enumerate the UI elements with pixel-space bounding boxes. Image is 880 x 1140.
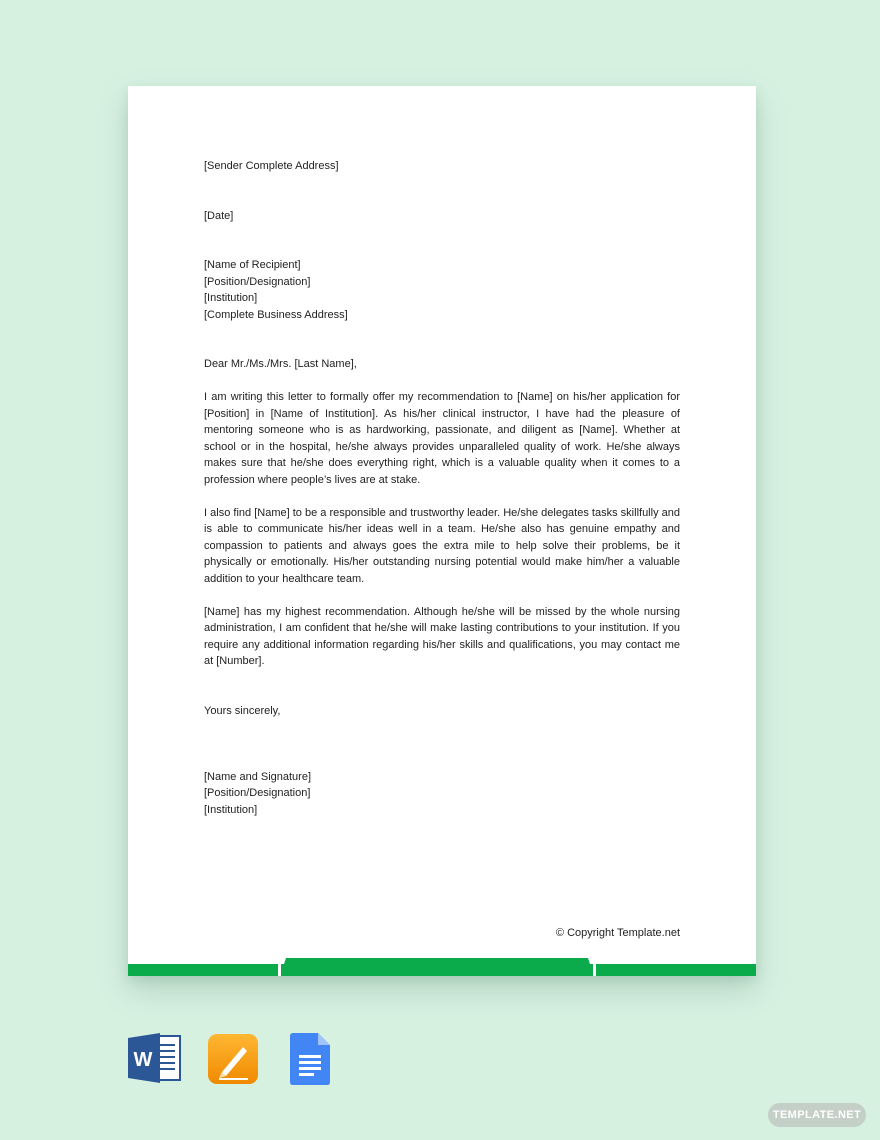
word-icon-letter: W (133, 1049, 153, 1071)
recipient-address: [Complete Business Address] (204, 308, 348, 321)
signature-position: [Position/Designation] (204, 787, 311, 799)
google-docs-icon[interactable] (290, 1033, 330, 1090)
footer-tab (280, 958, 594, 976)
pages-icon[interactable] (208, 1034, 258, 1089)
recipient-name: [Name of Recipient] (204, 259, 301, 271)
recipient-block (204, 257, 680, 323)
signature-name: [Name and Signature] (204, 770, 312, 783)
word-icon[interactable] (128, 1032, 182, 1089)
footer-divider-right (593, 964, 596, 976)
letter-page (128, 86, 756, 976)
recipient-position: [Position/Designation] (204, 275, 311, 288)
template-net-badge[interactable]: TEMPLATE.NET (768, 1103, 866, 1127)
letter-body (204, 158, 680, 818)
signature-institution: [Institution] (204, 803, 258, 816)
body-paragraph: [Name] has my highest recommendation. Although he/she will be missed by the whole nursing administration, I am confident that he/she will make lasting contributions to your institution. If you require any additional information regarding his/her skills and qualifications, you may contact me at [Number]. (204, 605, 680, 667)
body-paragraph: I am writing this letter to formally offer my recommendation to [Name] on his/her application for [Position] in [Name of Institution]. As his/her clinical instructor, I have had the pleasure of mentoring someone who is as hardworking, passionate, and diligent as [Name]. Whether at school or in the hospital, he/she always provides unparalleled quality of work. He/she always makes sure that he/she does everything right, which is a valuable quality when it comes to a profession where people’s lives are at stake. (204, 391, 680, 486)
closing: Yours sincerely, (204, 704, 281, 717)
salutation: Dear Mr./Ms./Mrs. [Last Name], (204, 358, 357, 370)
footer-divider-left (278, 964, 281, 976)
signature-block (204, 769, 680, 819)
body-paragraph: I also find [Name] to be a responsible and trustworthy leader. He/she delegates tasks skillfully and is able to communicate his/her ideas well in a team. He/she also has genuine empathy and compassion to patients and always goes the extra mile to help solve their problems, be it physically or emotionally. His/her outstanding nursing potential would make him/her a valuable addition to your healthcare team. (204, 506, 680, 585)
copyright-text: © Copyright Template.net (555, 927, 680, 939)
recipient-institution: [Institution] (204, 292, 258, 304)
sender-address: [Sender Complete Address] (204, 160, 339, 172)
letter-date: [Date] (204, 209, 234, 222)
